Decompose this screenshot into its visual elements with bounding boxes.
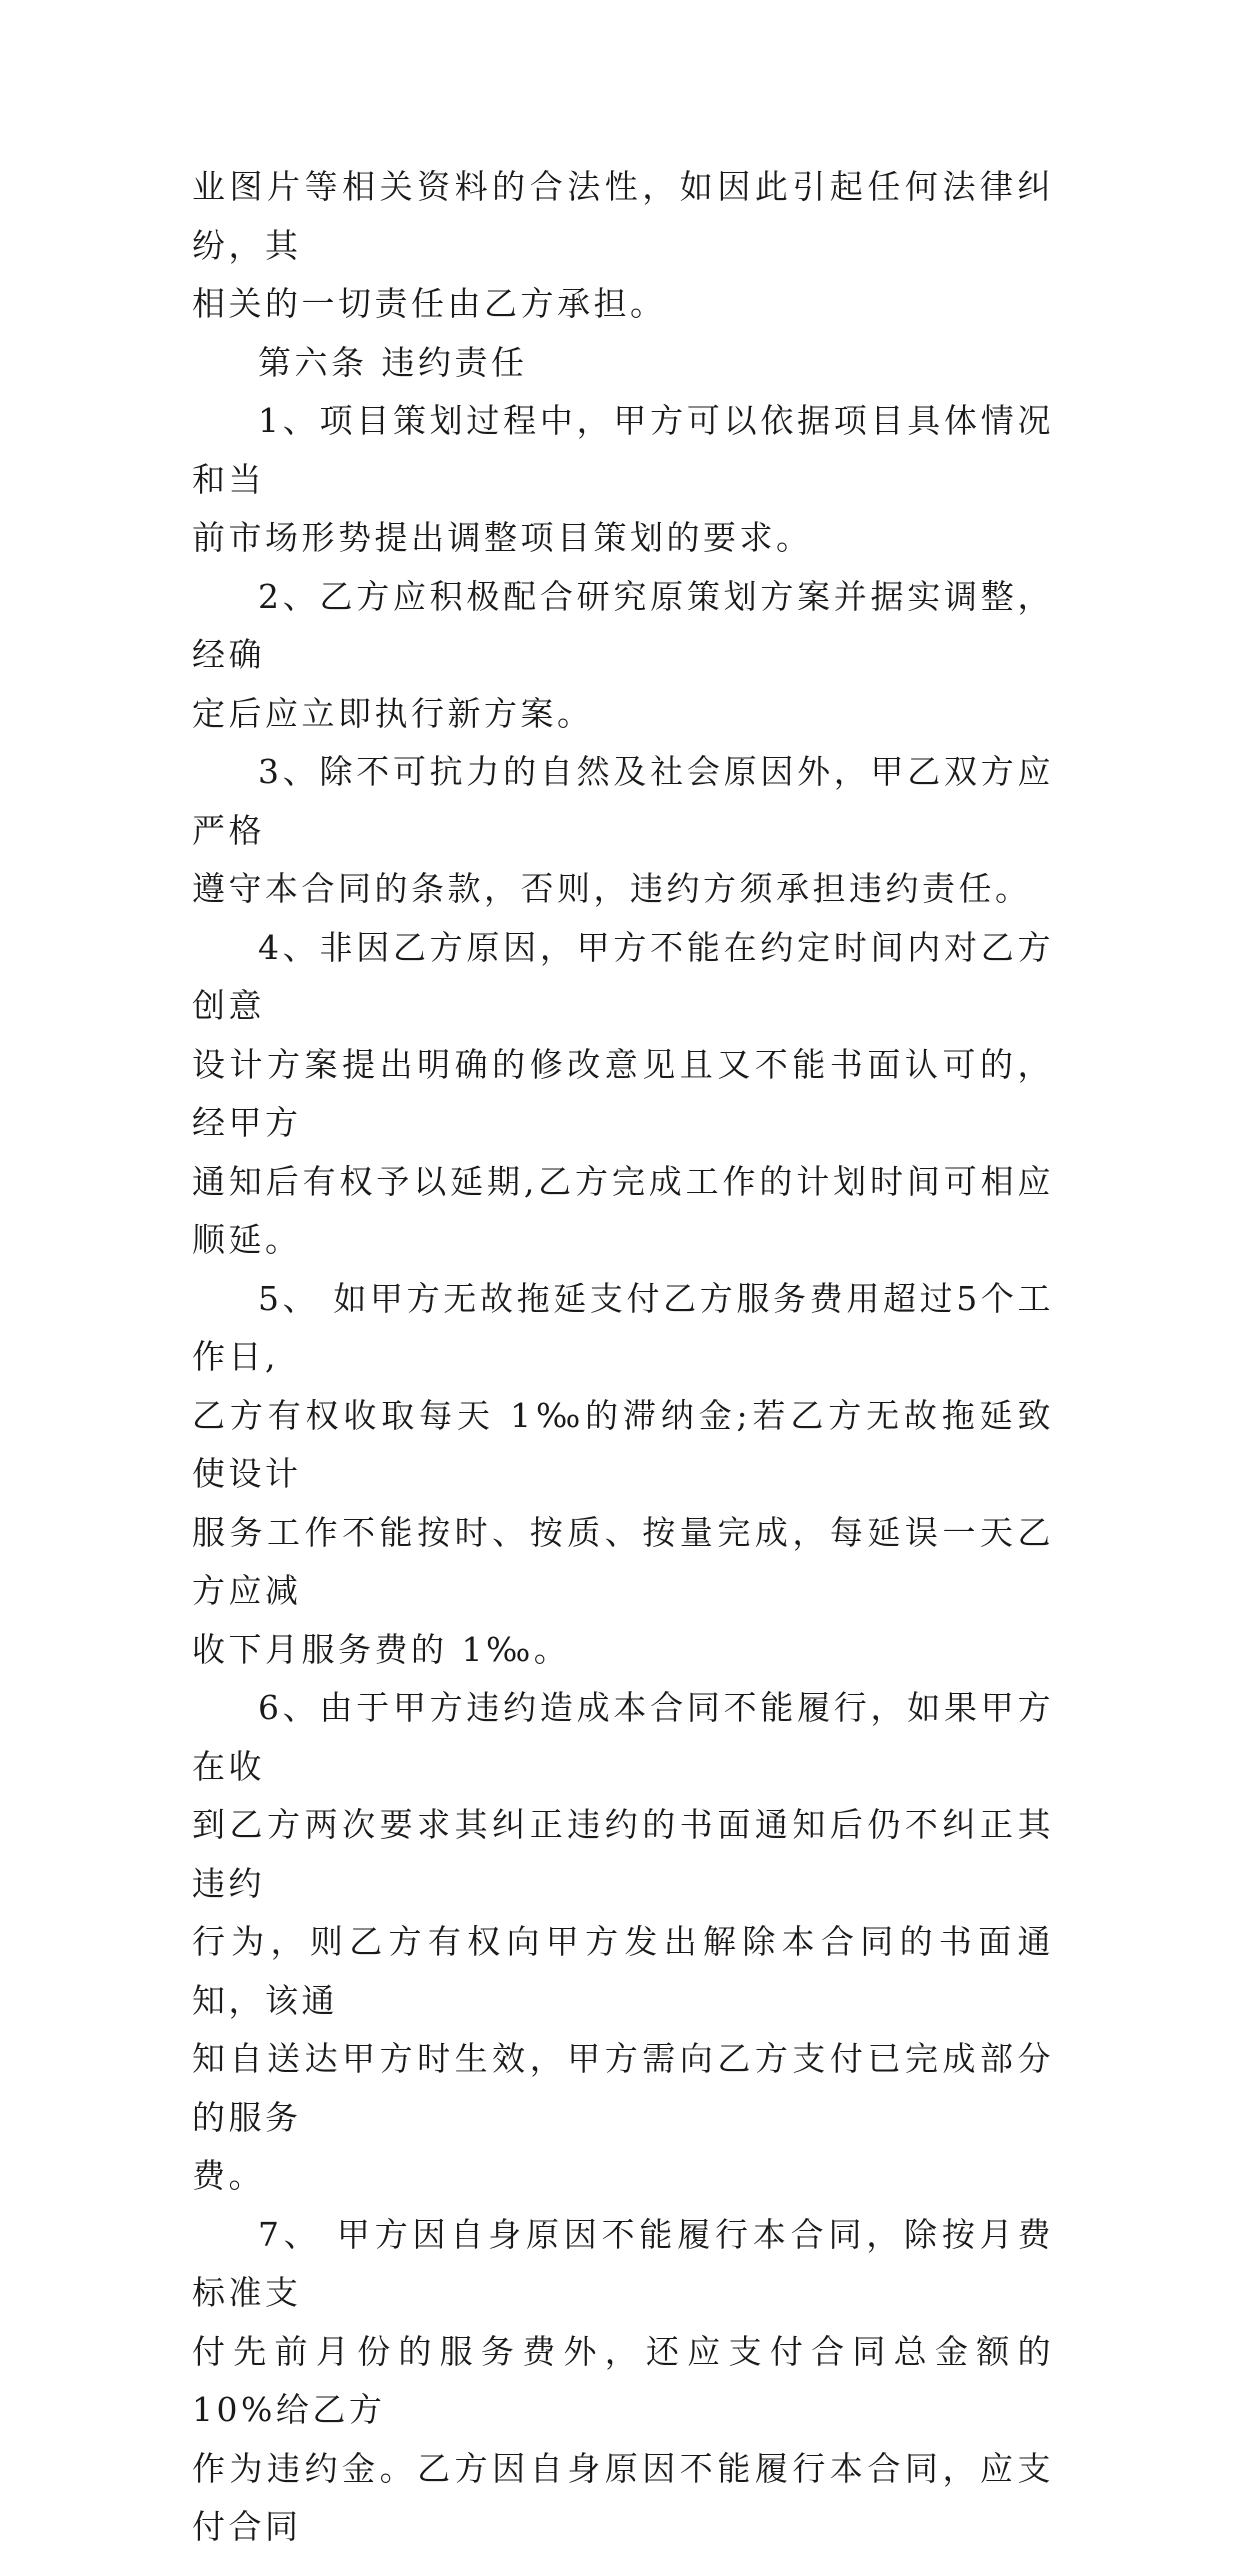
text-line: 遵守本合同的条款，否则，违约方须承担违约责任。 — [192, 869, 1032, 908]
text-line: 3、除不可抗力的自然及社会原因外，甲乙双方应严格 — [192, 752, 1054, 850]
text-line: 付先前月份的服务费外，还应支付合同总金额的 10%给乙方 — [192, 2331, 1054, 2429]
contract-text — [192, 158, 1054, 2557]
clause-6 — [192, 1679, 1054, 2206]
clause-7 — [192, 2206, 1054, 2557]
text-line: 通知后有权予以延期,乙方完成工作的计划时间可相应顺延。 — [192, 1161, 1054, 1259]
text-line: 4、非因乙方原因，甲方不能在约定时间内对乙方创意 — [192, 927, 1054, 1025]
text-line: 到乙方两次要求其纠正违约的书面通知后仍不纠正其违约 — [192, 1805, 1054, 1903]
text-line: 设计方案提出明确的修改意见且又不能书面认可的，经甲方 — [192, 1044, 1054, 1142]
text-line: 前市场形势提出调整项目策划的要求。 — [192, 518, 813, 557]
clause-3 — [192, 743, 1054, 919]
text-line: 6、由于甲方违约造成本合同不能履行，如果甲方在收 — [192, 1688, 1054, 1786]
clause-4 — [192, 919, 1054, 1270]
text-line: 业图片等相关资料的合法性，如因此引起任何法律纠纷，其 — [192, 167, 1054, 265]
text-line: 作为违约金。乙方因自身原因不能履行本合同，应支付合同 — [192, 2448, 1054, 2546]
text-line: 服务工作不能按时、按质、按量完成，每延误一天乙方应减 — [192, 1512, 1054, 1610]
text-line: 第六条 违约责任 — [258, 342, 528, 382]
text-line: 相关的一切责任由乙方承担。 — [192, 284, 667, 323]
clause-1 — [192, 392, 1054, 568]
text-line: 5、 如甲方无故拖延支付乙方服务费用超过5个工作日, — [192, 1278, 1054, 1376]
paragraph-continuation — [192, 158, 1054, 334]
section-heading-article-6 — [192, 334, 1054, 393]
text-line: 2、乙方应积极配合研究原策划方案并据实调整，经确 — [192, 576, 1054, 674]
text-line: 7、 甲方因自身原因不能履行本合同，除按月费标准支 — [192, 2214, 1054, 2312]
text-line: 收下月服务费的 1‰。 — [192, 1629, 571, 1669]
text-line: 费。 — [192, 2156, 265, 2195]
clause-5 — [192, 1270, 1054, 1680]
text-line: 乙方有权收取每天 1‰的滞纳金;若乙方无故拖延致使设计 — [192, 1395, 1054, 1493]
text-line: 1、项目策划过程中，甲方可以依据项目具体情况和当 — [192, 401, 1054, 499]
text-line: 行为，则乙方有权向甲方发出解除本合同的书面通知，该通 — [192, 1922, 1054, 2020]
text-line: 知自送达甲方时生效，甲方需向乙方支付已完成部分的服务 — [192, 2039, 1054, 2137]
text-line: 定后应立即执行新方案。 — [192, 693, 594, 733]
clause-2 — [192, 568, 1054, 744]
